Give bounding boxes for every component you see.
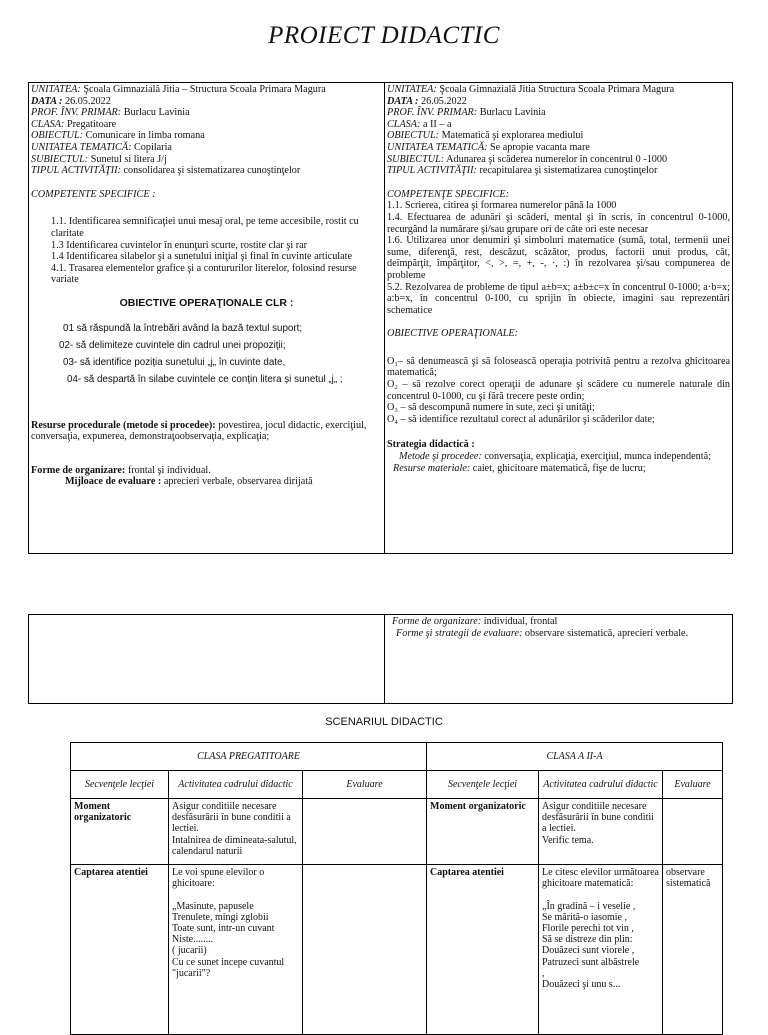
left-competenta-item: 1.3 Identificarea cuvintelor în enunţuri scurte, rostite clar şi rar: [51, 239, 308, 251]
column-header-secvente: Secvenţele lecţiei: [71, 771, 169, 799]
evaluare-cell: observare sistematică: [663, 865, 723, 1035]
clasa-a-ii-a-header: CLASA A II-A: [427, 743, 723, 771]
column-header-evaluare: Evaluare: [663, 771, 723, 799]
secventa-cell: Captarea atentiei: [71, 865, 169, 1035]
left-subiectul-label: SUBIECTUL:: [31, 153, 89, 165]
right-competenta-item: 1.1. Scrierea, citirea şi formarea numerelor până la 1000: [387, 200, 617, 212]
left-mijloace-label: Mijloace de evaluare :: [65, 476, 162, 488]
right-competenta-item: 1.4. Efectuarea de adunări şi scăderi, mental şi în scris, în concentrul 0-1000, recurgând la numărare şi/sau grupare ori de câte ori este necesar: [387, 211, 730, 235]
left-resurse-value: povestirea, jocul didactic, exerciţiul, conversaţia, expunerea, demonstraţoobservaţia, explicaţia;: [31, 419, 367, 443]
evaluare-cell: [663, 799, 723, 865]
evaluare-cell: [303, 799, 427, 865]
left-obiectul-label: OBIECTUL:: [31, 130, 84, 142]
right-obiectul-value: Matematică şi explorarea mediului: [439, 130, 584, 142]
left-competenta-item: 1.1. Identificarea semnificaţiei unui mesaj oral, pe teme accesibile, rostit cu claritate: [51, 216, 359, 239]
left-obiectiv-item: 03- să identifice poziția sunetului „j„ în cuvinte date,: [63, 356, 286, 368]
right-unitatea-value: Şcoala Gimnazială Jitia Structura Scoala Primara Magura: [436, 84, 675, 95]
mid-evaluare-label: Forme şi strategii de evaluare:: [396, 627, 523, 639]
left-column-cell: [29, 83, 385, 554]
continuation-left-cell: [29, 615, 385, 704]
left-obiective-title: OBIECTIVE OPERAŢIONALE CLR :: [119, 296, 294, 309]
page-title: PROIECT DIDACTIC: [268, 22, 500, 49]
column-header-activitatea: Activitatea cadrului didactic: [169, 771, 303, 799]
scenariu-table: [70, 742, 723, 1035]
right-subiectul-value: Adunarea şi scăderea numerelor în concentrul 0 -1000: [444, 153, 668, 165]
mid-forme-value: individual, frontal: [481, 616, 558, 627]
left-competente-title: COMPETENTE SPECIFICE :: [31, 188, 156, 200]
secventa-cell: Moment organizatoric: [427, 799, 539, 865]
evaluare-cell: [303, 865, 427, 1035]
project-header-table: [28, 82, 733, 554]
right-column-cell: [385, 83, 733, 554]
right-obiectiv-item: O₄ – să identifice rezultatul corect al adunărilor şi scăderilor date;: [387, 413, 655, 425]
right-strategia-label: Strategia didactică :: [387, 439, 475, 451]
mid-evaluare-value: observare sistematică, aprecieri verbale.: [522, 627, 689, 639]
right-clasa-value: a II – a: [420, 118, 452, 130]
right-unitatea-label: UNITATEA:: [387, 84, 437, 95]
right-prof-label: PROF. ÎNV. PRIMAR:: [387, 107, 478, 119]
left-unitatea-value: Şcoala Gimnazială Jitia – Structura Scoala Primara Magura: [80, 84, 326, 95]
left-unitatea-tematica-label: UNITATEA TEMATICĂ:: [31, 141, 132, 153]
activitate-cell: Le citesc elevilor următoarea ghicitoare matematică: „În gradină – i veselie , Se mărită-o iasomie , Florile perechi tot vin , Să se distreze din plin: Douăzeci sunt viorele , Patruzeci sunt albăstrele , Douăzeci şi unu s...: [539, 865, 663, 1035]
left-unitatea-label: UNITATEA:: [31, 84, 81, 95]
left-data-value: 26.05.2022: [62, 95, 111, 107]
right-tipul-value: recapitularea şi sistematizarea cunoştinţelor: [476, 165, 658, 177]
left-subiectul-value: Sunetul si litera J/j: [88, 153, 167, 165]
left-tipul-label: TIPUL ACTIVITĂŢII:: [31, 165, 121, 177]
left-data-label: DATA :: [31, 95, 63, 107]
continuation-table: [28, 614, 733, 704]
activitate-cell: Asigur conditiile necesare desfăsurării în bune conditii a lectiei. Verific tema.: [539, 799, 663, 865]
right-data-label: DATA :: [387, 95, 419, 107]
scenariul-title: SCENARIUL DIDACTIC: [325, 716, 443, 728]
right-metode-label: Metode şi procedee:: [399, 451, 482, 463]
right-obiectul-label: OBIECTUL:: [387, 130, 440, 142]
left-mijloace-value: aprecieri verbale, observarea dirijată: [161, 476, 313, 488]
column-header-activitatea: Activitatea cadrului didactic: [539, 771, 663, 799]
continuation-right-cell: [385, 615, 733, 704]
right-clasa-label: CLASA:: [387, 118, 421, 130]
secventa-cell: Moment organizatoric: [71, 799, 169, 865]
left-obiectiv-item: 04- să despartă în silabe cuvintele ce conțin litera și sunetul „j„ ;: [67, 373, 343, 385]
table-row: [71, 865, 723, 1035]
table-row: [71, 799, 723, 865]
right-resurse-label: Resurse materiale:: [393, 462, 471, 474]
right-obiective-title: OBIECTIVE OPERAŢIONALE:: [387, 328, 519, 340]
left-forme-label: Forme de organizare:: [31, 464, 126, 476]
left-prof-value: Burlacu Lavinia: [121, 107, 190, 119]
right-obiectiv-item: O₂ – să rezolve corect operaţii de adunare şi scădere cu numerele naturale din concentrul 0-1000, cu şi fără trecere peste ordin;: [387, 379, 730, 402]
right-subiectul-label: SUBIECTUL:: [387, 153, 445, 165]
left-obiectiv-item: 02- să delimiteze cuvintele din cadrul unei propoziţii;: [59, 339, 286, 351]
right-unitatea-tematica-label: UNITATEA TEMATICĂ:: [387, 141, 488, 153]
right-data-value: 26.05.2022: [418, 95, 467, 107]
left-competenta-item: 4.1. Trasarea elementelor grafice şi a contururilor literelor, folosind resurse variate: [51, 262, 357, 286]
right-obiectiv-item: O₃ – să descompună numere în sute, zeci şi unităţi;: [387, 402, 595, 414]
right-competenta-item: 5.2. Rezolvarea de probleme de tipul a±b=x; a±b±c=x în concentrul 0-1000; a·b=x; a:b=x, în concentrul 0-100, cu sprijin în obiecte, imagini sau reprezentări schematice: [387, 281, 730, 316]
clasa-pregatitoare-header: CLASA PREGATITOARE: [71, 743, 427, 771]
secventa-cell: Captarea atentiei: [427, 865, 539, 1035]
mid-forme-label: Forme de organizare:: [392, 616, 482, 627]
left-obiectul-value: Comunicare in limba romana: [83, 130, 205, 142]
right-metode-value: conversaţia, explicaţia, exerciţiul, munca independentă;: [481, 451, 711, 463]
right-tipul-label: TIPUL ACTIVITĂŢII:: [387, 165, 477, 177]
left-competenta-item: 1.4 Identificarea silabelor şi a sunetului iniţial şi final în cuvinte articulate: [51, 251, 352, 263]
left-tipul-value: consolidarea şi sistematizarea cunoştinţelor: [120, 165, 301, 177]
left-prof-label: PROF. ÎNV. PRIMAR:: [31, 107, 122, 119]
right-unitatea-tematica-value: Se apropie vacanta mare: [487, 141, 590, 153]
column-header-evaluare: Evaluare: [303, 771, 427, 799]
left-unitatea-tematica-value: Copilaria: [131, 141, 172, 153]
activitate-cell: Asigur conditiile necesare desfăsurării în bune conditii a lectiei. Intalnirea de dimineata-salutul, calendarul naturii: [169, 799, 303, 865]
left-obiectiv-item: 01 să răspundă la întrebări având la bază textul suport;: [63, 322, 303, 334]
left-clasa-label: CLASA:: [31, 118, 65, 130]
left-clasa-value: Pregatitoare: [64, 118, 117, 130]
right-resurse-value: caiet, ghicitoare matematică, fişe de lucru;: [470, 462, 646, 474]
right-competente-title: COMPETENŢE SPECIFICE:: [387, 188, 509, 200]
column-header-secvente: Secvenţele lecţiei: [427, 771, 539, 799]
activitate-cell: Le voi spune elevilor o ghicitoare: „Masinute, papusele Trenulete, mingi zglobii Toate sunt, intr-un cuvant Niste........ ( jucarii) Cu ce sunet incepe cuvantul "jucarii"?: [169, 865, 303, 1035]
left-resurse-label: Resurse procedurale (metode si procedee):: [31, 419, 216, 431]
right-obiectiv-item: O₁– să denumească şi să folosească operaţia potrivită pentru a rezolva ghicitoarea matematică;: [387, 355, 730, 379]
right-competenta-item: 1.6. Utilizarea unor denumiri şi simboluri matematice (sumă, total, termenii unei sume, diferenţă, rest, descăzut, scăzător, produs, factorii unui produs, cât, deîmpărţit, împărţitor, <, >, =, +, -, ·, :) în rezolvarea şi/sau compunerea de probleme: [387, 235, 730, 281]
left-forme-value: frontal şi individual.: [125, 464, 211, 476]
right-prof-value: Burlacu Lavinia: [477, 107, 546, 119]
